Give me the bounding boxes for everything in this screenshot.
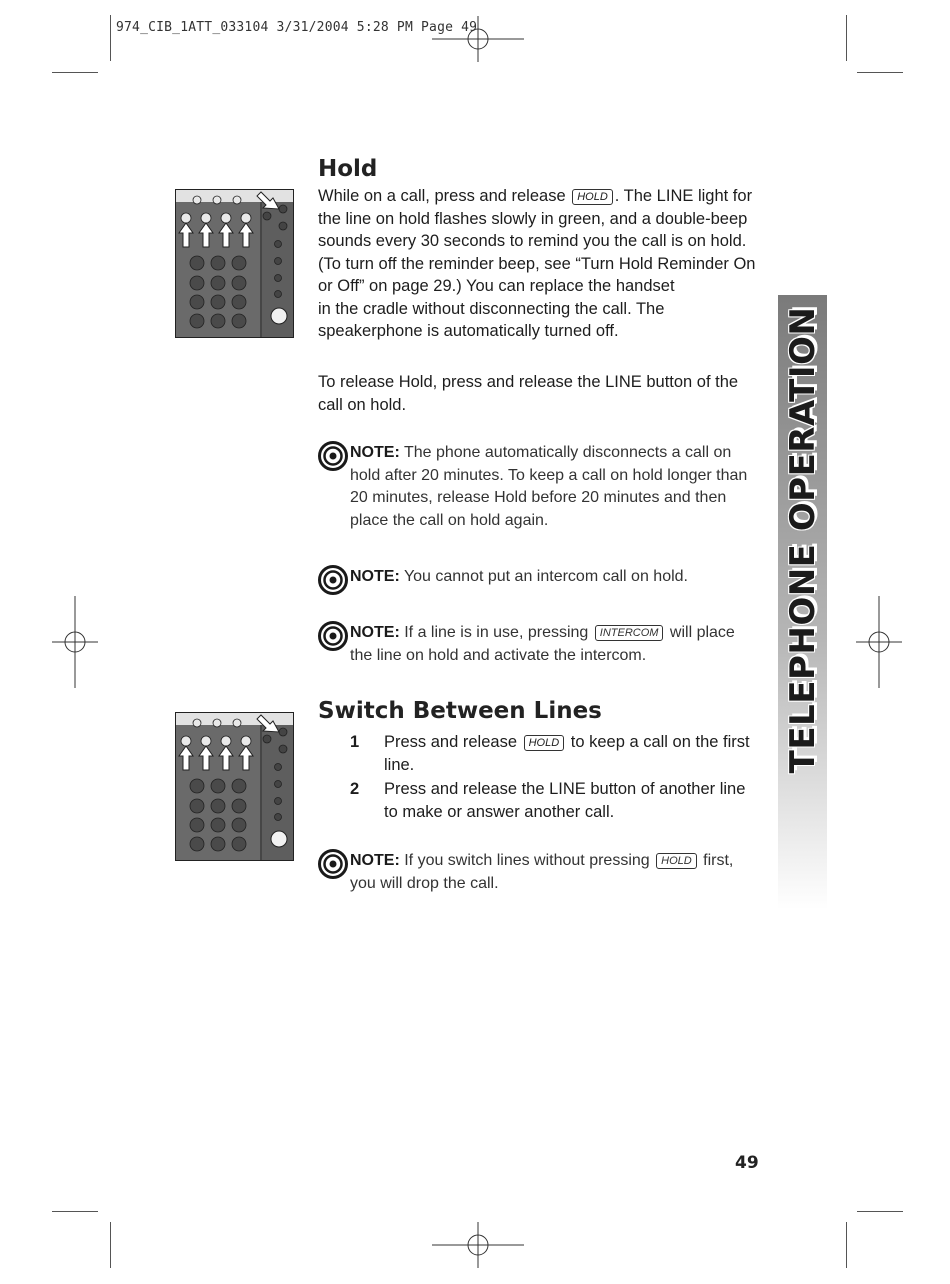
step-text: Press and release the LINE button of another line to make or answer another call. <box>384 780 746 821</box>
note-auto-disconnect <box>318 442 758 532</box>
registration-mark-bottom <box>432 1222 524 1268</box>
phone-keypad-illustration-hold <box>175 189 294 338</box>
step-number: 1 <box>350 733 360 751</box>
target-note-icon <box>318 849 348 879</box>
hold-text-middle: . The LINE light for the line on hold flashes slowly in green, and a double-beep sounds every 30 seconds to remind you the call is on hold. (To turn off the reminder beep, see “Turn Hold Reminder On or Off” on page 29.) You can replace the handset <box>318 187 756 295</box>
note-intercom-hold <box>318 566 758 589</box>
switch-step-2 <box>350 778 750 823</box>
section-side-tab-label: TELEPHONE OPERATION <box>783 306 823 774</box>
target-note-icon <box>318 441 348 471</box>
switch-step-1 <box>350 731 750 776</box>
note-label: NOTE: <box>350 444 400 461</box>
hold-paragraph-2: To release Hold, press and release the LINE button of the call on hold. <box>318 373 739 414</box>
target-note-icon <box>318 621 348 651</box>
hold-text-start: While on a call, press and release <box>318 187 566 205</box>
note-label: NOTE: <box>350 624 400 641</box>
registration-mark-top <box>432 16 524 62</box>
hold-heading: Hold <box>318 156 378 182</box>
page-number: 49 <box>735 1153 759 1173</box>
registration-mark-left <box>52 596 98 688</box>
hold-key-label: HOLD <box>572 189 613 205</box>
note-text-start: If a line is in use, pressing <box>399 624 589 641</box>
hold-paragraph-1 <box>318 185 763 343</box>
print-slug: 974_CIB_1ATT_033104 3/31/2004 5:28 PM Page 49 <box>116 20 478 35</box>
switch-lines-heading: Switch Between Lines <box>318 698 602 724</box>
target-note-icon <box>318 565 348 595</box>
note-label: NOTE: <box>350 568 400 585</box>
note-switch-lines <box>318 850 758 895</box>
step-text-start: Press and release <box>384 733 517 751</box>
intercom-key-label: INTERCOM <box>595 625 664 641</box>
note-label: NOTE: <box>350 852 400 869</box>
registration-mark-right <box>856 596 902 688</box>
note-intercom-button <box>318 622 758 667</box>
note-text-start: If you switch lines without pressing <box>399 852 650 869</box>
note-text: You cannot put an intercom call on hold. <box>399 568 688 585</box>
note-text-end: will place the line on hold and activate the intercom. <box>350 624 735 664</box>
note-text-end: first, you will drop the call. <box>350 852 734 892</box>
hold-text-end: in the cradle without disconnecting the call. The speakerphone is automatically turned off. <box>318 299 665 340</box>
step-text-end: to keep a call on the first line. <box>384 733 750 774</box>
note-text: The phone automatically disconnects a call on hold after 20 minutes. To keep a call on hold longer than 20 minutes, release Hold before 20 minutes and then place the call on hold again. <box>350 444 748 529</box>
hold-key-label: HOLD <box>524 735 565 751</box>
hold-key-label: HOLD <box>656 853 697 869</box>
phone-keypad-illustration-switch <box>175 712 294 861</box>
step-number: 2 <box>350 780 360 798</box>
